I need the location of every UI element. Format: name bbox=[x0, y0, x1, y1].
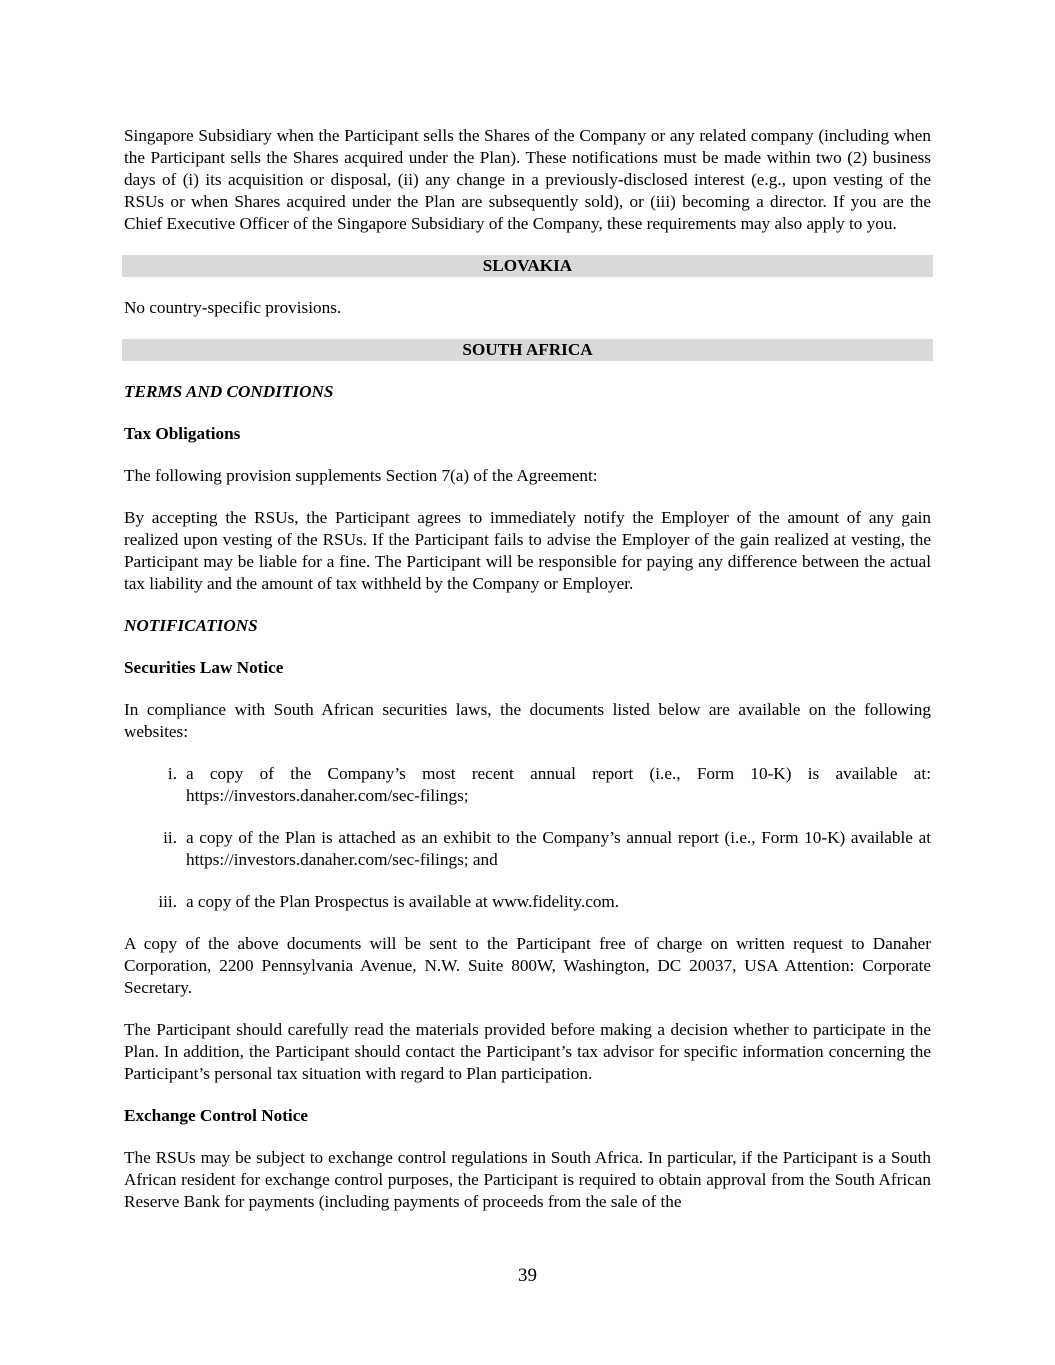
exchange-control-heading: Exchange Control Notice bbox=[124, 1106, 308, 1125]
section-banner-south-africa: SOUTH AFRICA bbox=[122, 339, 933, 361]
list-item-text: a copy of the Plan is attached as an exhibit to the Company’s annual report (i.e., Form 10-K) available at https://investors.danaher.com/sec-filings; and bbox=[186, 828, 931, 869]
list-item bbox=[124, 827, 931, 871]
terms-heading: TERMS AND CONDITIONS bbox=[124, 382, 334, 401]
document-page bbox=[124, 125, 931, 1213]
securities-intro: In compliance with South African securities laws, the documents listed below are available on the following websites: bbox=[124, 700, 931, 741]
slovakia-text: No country-specific provisions. bbox=[124, 298, 342, 317]
list-item-number: iii. bbox=[158, 892, 177, 911]
continuation-paragraph: Singapore Subsidiary when the Participant sells the Shares of the Company or any related company (including when the Participant sells the Shares acquired under the Plan). These notifications must be made within two (2) business days of (i) its acquisition or disposal, (ii) any change in a previously-disclosed interest (e.g., upon vesting of the RSUs or when Shares acquired under the Plan are subsequently sold), or (iii) becoming a director. If you are the Chief Executive Officer of the Singapore Subsidiary of the Company, these requirements may also apply to you. bbox=[124, 126, 931, 233]
list-item bbox=[124, 763, 931, 807]
section-banner-slovakia: SLOVAKIA bbox=[122, 255, 933, 277]
securities-list bbox=[124, 763, 931, 913]
list-item-text: a copy of the Plan Prospectus is available at www.fidelity.com. bbox=[186, 892, 620, 911]
tax-obligations-heading: Tax Obligations bbox=[124, 424, 241, 443]
notifications-heading: NOTIFICATIONS bbox=[124, 616, 258, 635]
list-item-number: ii. bbox=[163, 828, 177, 847]
list-item-number: i. bbox=[167, 764, 177, 783]
securities-heading: Securities Law Notice bbox=[124, 658, 284, 677]
copy-request-paragraph: A copy of the above documents will be sent to the Participant free of charge on written request to Danaher Corporation, 2200 Pennsylvania Avenue, N.W. Suite 800W, Washington, DC 20037, USA Attention: Corporate Secretary. bbox=[124, 934, 931, 997]
list-item-text: a copy of the Company’s most recent annual report (i.e., Form 10-K) is available at: https://investors.danaher.com/sec-filings; bbox=[186, 764, 931, 805]
tax-intro: The following provision supplements Section 7(a) of the Agreement: bbox=[124, 466, 598, 485]
read-materials-paragraph: The Participant should carefully read the materials provided before making a decision whether to participate in the Plan. In addition, the Participant should contact the Participant’s tax advisor for specific information concerning the Participant’s personal tax situation with regard to Plan participation. bbox=[124, 1020, 931, 1083]
list-item bbox=[124, 891, 931, 913]
page-number: 39 bbox=[518, 1265, 537, 1286]
exchange-control-body: The RSUs may be subject to exchange control regulations in South Africa. In particular, if the Participant is a South African resident for exchange control purposes, the Participant is required to obtain approval from the South African Reserve Bank for payments (including payments of proceeds from the sale of the bbox=[124, 1148, 931, 1211]
tax-body: By accepting the RSUs, the Participant agrees to immediately notify the Employer of the amount of any gain realized upon vesting of the RSUs. If the Participant fails to advise the Employer of the gain realized at vesting, the Participant may be liable for a fine. The Participant will be responsible for paying any difference between the actual tax liability and the amount of tax withheld by the Company or Employer. bbox=[124, 508, 931, 593]
